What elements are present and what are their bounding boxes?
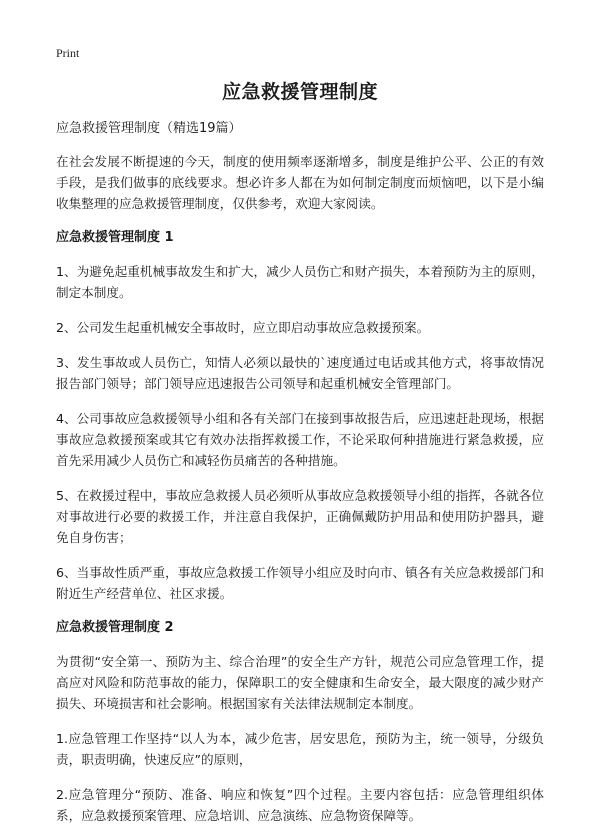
section-1-paragraph: 5、在救援过程中，事故应急救援人员必须听从事故应急救援领导小组的指挥，各就各位对事故进行必要的救援工作，并注意自我保护，正确佩戴防护用品和使用防护器具，避免自身伤害； xyxy=(56,488,544,545)
section-1-paragraph: 1、为避免起重机械事故发生和扩大，减少人员伤亡和财产损失，本着预防为主的原则，制定本制度。 xyxy=(56,264,544,300)
intro-paragraph: 在社会发展不断提速的今天，制度的使用频率逐渐增多，制度是维护公平、公正的有效手段，是我们做事的底线要求。想必许多人都在为如何制定制度而烦恼吧，以下是小编收集整理的应急救援管理制度，仅供参考，欢迎大家阅读。 xyxy=(56,154,544,211)
section-2-paragraph: 1.应急管理工作坚持“以人为本，减少危害，居安思危，预防为主，统一领导，分级负责，职责明确，快速反应”的原则， xyxy=(56,731,544,767)
section-1-paragraph: 3、发生事故或人员伤亡，知情人必须以最快的`速度通过电话或其他方式，将事故情况报告部门领导；部门领导应迅速报告公司领导和起重机械安全管理部门。 xyxy=(56,355,544,391)
section-1-paragraph: 2、公司发生起重机械安全事故时，应立即启动事故应急救援预案。 xyxy=(56,320,430,335)
section-2-paragraph: 为贯彻“安全第一、预防为主、综合治理”的安全生产方针，规范公司应急管理工作，提高应对风险和防范事故的能力，保障职工的安全健康和生命安全，最大限度的减少财产损失、环境损害和社会影响。根据国家有关法律法规制定本制度。 xyxy=(56,654,544,711)
document-subtitle: 应急救援管理制度（精选19篇） xyxy=(56,121,242,136)
section-1-heading: 应急救援管理制度 1 xyxy=(56,230,174,245)
section-1-paragraph: 4、公司事故应急救援领导小组和各有关部门在接到事故报告后，应迅速赶赴现场，根据事故应急救援预案或其它有效办法指挥救援工作，不论采取何种措施进行紧急救援，应首先采用减少人员伤亡和减轻伤员痛苦的各种措施。 xyxy=(56,411,544,468)
section-2-paragraph: 2.应急管理分“预防、准备、响应和恢复”四个过程。主要内容包括：应急管理组织体系，应急救援预案管理、应急培训、应急演练、应急物资保障等。 xyxy=(56,787,544,823)
document-title: 应急救援管理制度 xyxy=(221,81,378,103)
print-label[interactable]: Print xyxy=(56,46,80,60)
section-2-heading: 应急救援管理制度 2 xyxy=(56,620,174,635)
section-1-paragraph: 6、当事故性质严重，事故应急救援工作领导小组应及时向市、镇各有关应急救援部门和附近生产经营单位、社区求援。 xyxy=(56,565,544,601)
